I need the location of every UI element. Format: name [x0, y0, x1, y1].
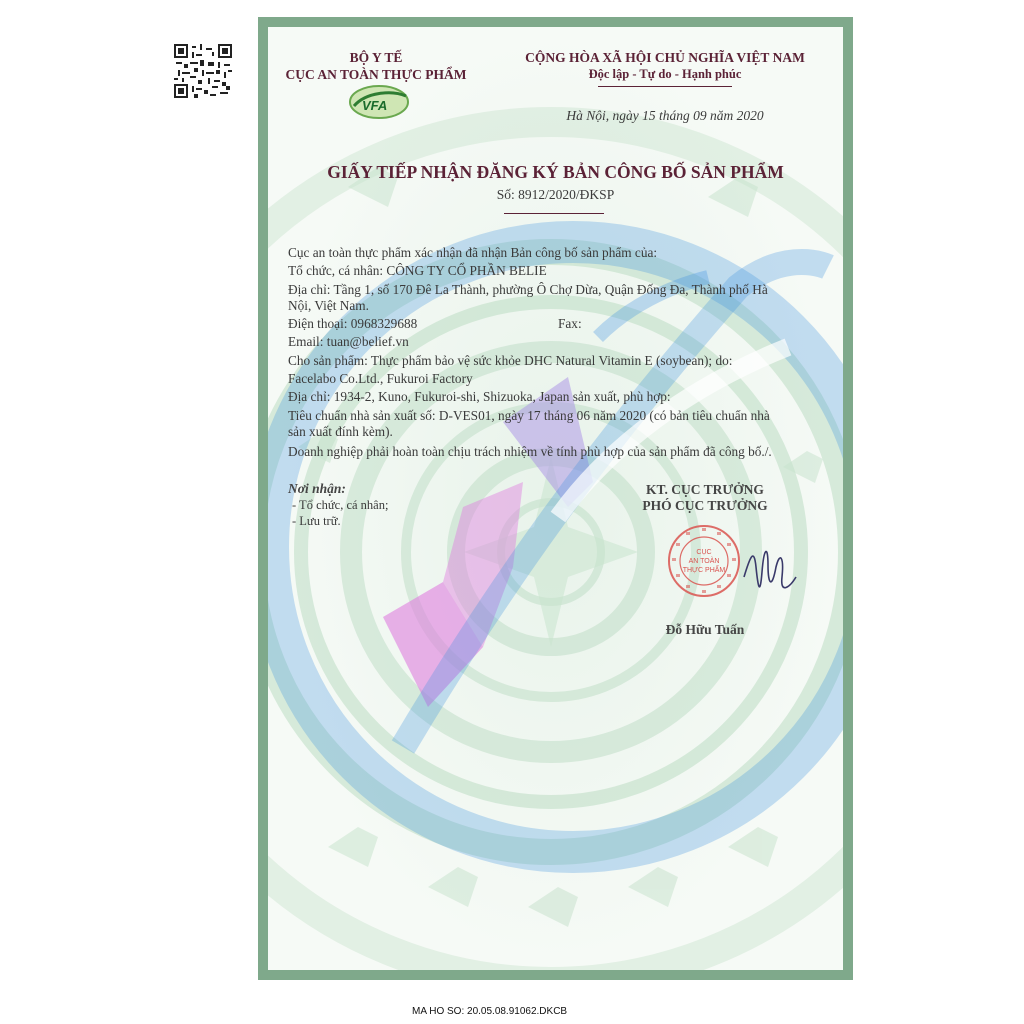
body-line-phone: Điện thoại: 0968329688: [288, 316, 418, 331]
body-line-address-cont: Nội, Việt Nam.: [288, 298, 369, 313]
logo-text: VFA: [362, 98, 388, 113]
issue-date: Hà Nội, ngày 15 tháng 09 năm 2020: [566, 108, 764, 123]
body-line-organization: Tổ chức, cá nhân: CÔNG TY CỔ PHẦN BELIE: [288, 263, 547, 278]
signature-title-line2: PHÓ CỤC TRƯỞNG: [642, 498, 768, 513]
body-line-intro: Cục an toàn thực phẩm xác nhận đã nhận Bản công bố sản phẩm của:: [288, 245, 658, 260]
body-line-standard: Tiêu chuẩn nhà sản xuất số: D-VES01, ngày 17 tháng 06 năm 2020 (có bản tiêu chuẩn nhà: [288, 408, 770, 423]
signature-scribble-icon: [738, 537, 808, 603]
qr-code-icon: [174, 44, 232, 98]
body-line-email: Email: tuan@belief.vn: [288, 334, 409, 349]
body-line-standard-cont: sản xuất đính kèm).: [288, 424, 393, 439]
official-stamp-icon: [666, 523, 742, 599]
body-line-address: Địa chỉ: Tầng 1, số 170 Đê La Thành, phường Ô Chợ Dừa, Quận Đống Đa, Thành phố Hà: [288, 282, 768, 297]
stamp-text: THỰC PHẨM: [682, 567, 726, 574]
document-number: Số: 8912/2020/ĐKSP: [496, 187, 615, 202]
recipients-heading: Nơi nhận:: [288, 481, 346, 496]
motto-underline: [598, 86, 732, 87]
title-underline: [504, 213, 604, 214]
national-motto: Độc lập - Tự do - Hạnh phúc: [588, 67, 742, 81]
document-title: GIẤY TIẾP NHẬN ĐĂNG KÝ BẢN CÔNG BỐ SẢN PHẨM: [327, 162, 784, 182]
certificate-document: [258, 17, 853, 980]
body-line-manufacturer-address: Địa chỉ: 1934-2, Kuno, Fukuroi-shi, Shizuoka, Japan sản xuất, phù hợp:: [288, 389, 671, 404]
department-name: CỤC AN TOÀN THỰC PHẨM: [285, 67, 467, 82]
body-line-responsibility: Doanh nghiệp phải hoàn toàn chịu trách nhiệm về tính phù hợp của sản phẩm đã công bố./.: [288, 444, 772, 459]
signature-title-line1: KT. CỤC TRƯỞNG: [646, 482, 764, 497]
ministry-name: BỘ Y TẾ: [349, 50, 403, 65]
signer-name: Đỗ Hữu Tuấn: [665, 622, 745, 637]
recipient-item: - Lưu trữ.: [292, 514, 341, 528]
body-line-fax: Fax:: [558, 316, 582, 331]
recipient-item: - Tổ chức, cá nhân;: [292, 498, 389, 512]
vfa-logo-icon: [348, 84, 410, 120]
country-name: CỘNG HÒA XÃ HỘI CHỦ NGHĨA VIỆT NAM: [525, 50, 805, 65]
body-line-product: Cho sản phẩm: Thực phẩm bảo vệ sức khỏe DHC Natural Vitamin E (soybean); do:: [288, 353, 733, 368]
stamp-text: CỤC: [696, 549, 712, 556]
dossier-code: MA HO SO: 20.05.08.91062.DKCB: [412, 1006, 568, 1017]
stamp-text: AN TOÀN: [688, 558, 720, 565]
body-line-manufacturer: Facelabo Co.Ltd., Fukuroi Factory: [288, 371, 473, 386]
